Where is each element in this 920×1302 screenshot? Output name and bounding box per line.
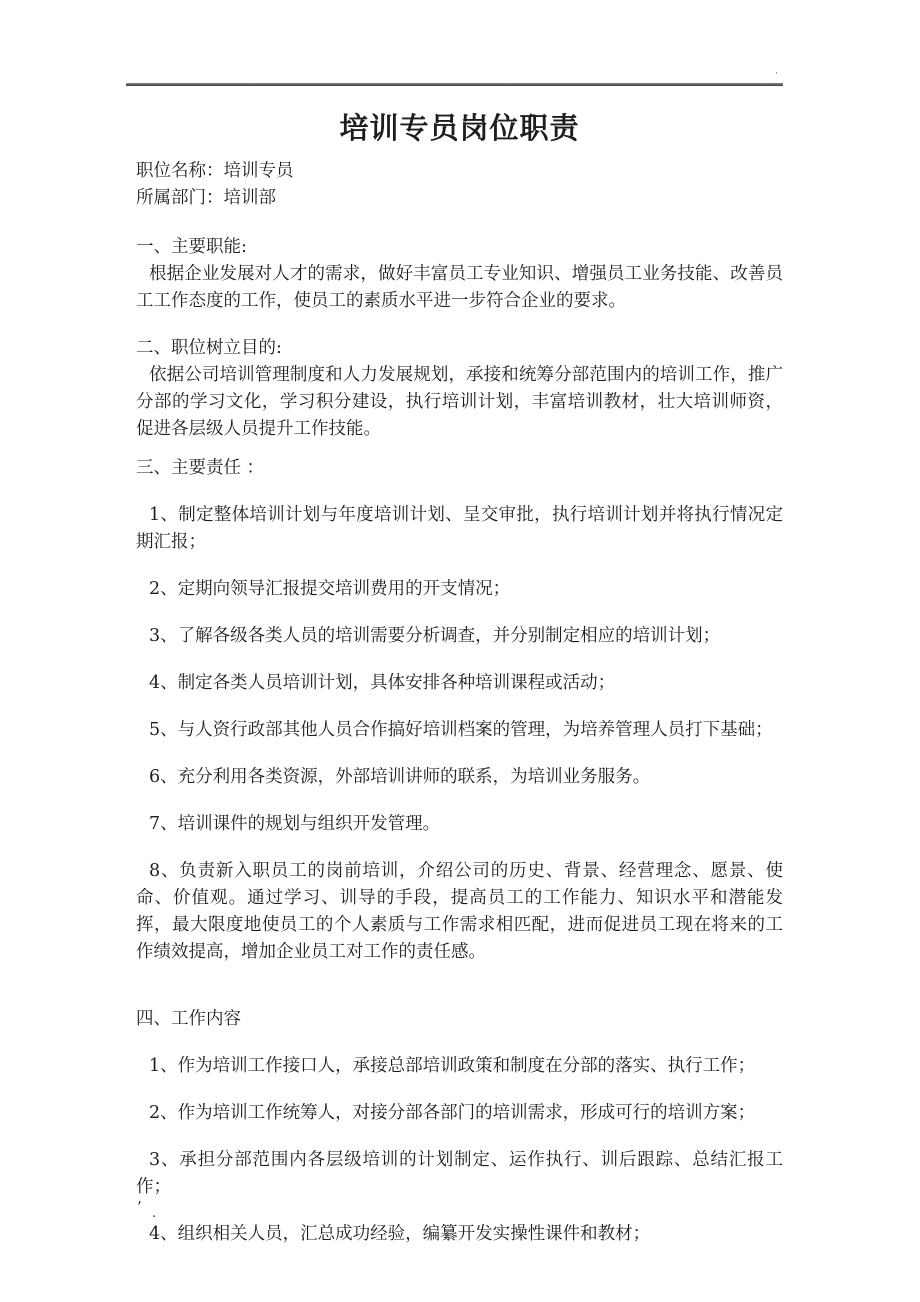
responsibility-item: 1、制定整体培训计划与年度培训计划、呈交审批，执行培训计划并将执行情况定期汇报；: [136, 505, 783, 552]
section-work-content: [136, 1006, 783, 1248]
header-rule: [126, 83, 783, 86]
section-paragraph: 依据公司培训管理制度和人力发展规划，承接和统筹分部范围内的培训工作，推广分部的学习文化，学习积分建设，执行培训计划，丰富培训教材，壮大培训师资，促进各层级人员提升工作技能。: [136, 365, 783, 439]
section-heading: 三、主要责任 ：: [136, 458, 265, 478]
document-content: [136, 106, 783, 1248]
section-position-purpose: [136, 335, 783, 443]
responsibility-item: 3、了解各级各类人员的培训需要分析调查，并分别制定相应的培训计划；: [149, 626, 721, 646]
work-item: 3、承担分部范围内各层级培训的计划制定、运作执行、训后跟踪、总结汇报工作；: [136, 1150, 783, 1197]
section-main-responsibilities: [136, 455, 783, 966]
section-heading: 二、职位树立目的:: [136, 338, 282, 358]
responsibility-item: 7、培训课件的规划与组织开发管理。: [149, 814, 441, 834]
responsibility-item: 2、定期向领导汇报提交培训费用的开支情况；: [149, 579, 511, 599]
bottom-left-apostrophe-mark: ’: [137, 1198, 142, 1216]
bottom-left-period-mark: .: [152, 1206, 157, 1221]
responsibility-item: 4、制定各类人员培训计划，具体安排各种培训课程或活动；: [149, 673, 616, 693]
work-item: 1、作为培训工作接口人，承接总部培训政策和制度在分部的落实、执行工作；: [149, 1056, 756, 1076]
work-item: 4、组织相关人员，汇总成功经验，编纂开发实操性课件和教材；: [149, 1224, 651, 1244]
work-item: 2、作为培训工作统筹人，对接分部各部门的培训需求，形成可行的培训方案；: [149, 1103, 756, 1123]
responsibility-item: 8、负责新入职员工的岗前培训，介绍公司的历史、背景、经营理念、愿景、使命、价值观。通过学习、训导的手段，提高员工的工作能力、知识水平和潜能发挥，最大限度地使员工的个人素质与工作需求相匹配，进而促进员工现在将来的工作绩效提高，增加企业员工对工作的责任感。: [136, 861, 783, 962]
section-paragraph: 根据企业发展对人才的需求，做好丰富员工专业知识、增强员工业务技能、改善员工工作态度的工作，使员工的素质水平进一步符合企业的要求。: [136, 264, 783, 311]
section-heading: 四、工作内容: [136, 1009, 241, 1029]
top-right-dot-mark: ·: [775, 69, 778, 79]
meta-position-name: 职位名称：培训专员: [136, 161, 294, 181]
section-heading: 一、主要职能:: [136, 237, 247, 257]
meta-department: 所属部门：培训部: [136, 188, 276, 208]
responsibility-item: 5、与人资行政部其他人员合作搞好培训档案的管理，为培养管理人员打下基础；: [149, 720, 773, 740]
responsibility-item: 6、充分利用各类资源，外部培训讲师的联系，为培训业务服务。: [149, 767, 651, 787]
section-main-functions: [136, 234, 783, 315]
page-title: 培训专员岗位职责: [339, 111, 580, 145]
